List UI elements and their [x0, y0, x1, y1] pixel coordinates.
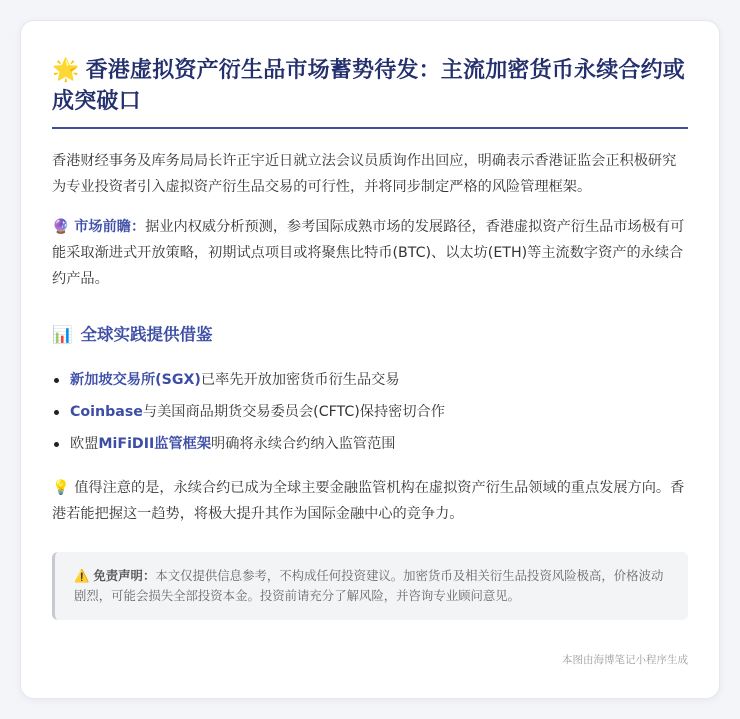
market-outlook-text: 据业内权威分析预测，参考国际成熟市场的发展路径，香港虚拟资产衍生品市场极有可能采取渐进式开放策略，初期试点项目或将聚焦比特币(BTC)、以太坊(ETH)等主流数字资产的永续合约产品。: [52, 219, 685, 287]
lightbulb-icon: 💡: [52, 480, 70, 496]
market-outlook-paragraph: [52, 214, 688, 292]
section-heading: [52, 322, 688, 348]
list-item-prefix: 欧盟: [70, 436, 99, 452]
article-card: [20, 20, 720, 699]
section-heading-text: 全球实践提供借鉴: [80, 325, 213, 344]
footer-credit: 本图由海博笔记小程序生成: [562, 654, 688, 666]
list-item-text: 已率先开放加密货币衍生品交易: [200, 372, 400, 388]
disclaimer-label: 免责声明：: [93, 568, 156, 583]
warning-icon: ⚠️: [74, 568, 90, 583]
highlight-sgx: 新加坡交易所(SGX): [70, 372, 201, 388]
star-icon: 🌟: [52, 58, 80, 83]
note-paragraph: [52, 475, 688, 527]
note-text: 值得注意的是，永续合约已成为全球主要金融监管机构在虚拟资产衍生品领域的重点发展方向。香港若能把握这一趋势，将极大提升其作为国际金融中心的竞争力。: [52, 480, 685, 522]
practice-list: [52, 364, 688, 460]
crystal-ball-icon: 🔮: [52, 219, 70, 235]
market-outlook-label: 市场前瞻：: [74, 219, 146, 235]
list-item: [70, 428, 688, 460]
article-title: [52, 55, 688, 129]
highlight-mifid: MiFiDII监管框架: [98, 436, 212, 452]
list-item: [70, 364, 688, 396]
bar-chart-icon: 📊: [52, 325, 73, 344]
list-item: [70, 396, 688, 428]
highlight-coinbase: Coinbase: [70, 404, 143, 420]
intro-paragraph: 香港财经事务及库务局局长许正宇近日就立法会议员质询作出回应，明确表示香港证监会正积极研究为专业投资者引入虚拟资产衍生品交易的可行性，并将同步制定严格的风险管理框架。: [52, 153, 677, 195]
list-item-text: 与美国商品期货交易委员会(CFTC)保持密切合作: [142, 404, 445, 420]
disclaimer-box: [52, 552, 688, 620]
article-title-text: 香港虚拟资产衍生品市场蓄势待发：主流加密货币永续合约或成突破口: [52, 58, 685, 114]
list-item-text: 明确将永续合约纳入监管范围: [211, 436, 396, 452]
disclaimer-text: 本文仅提供信息参考，不构成任何投资建议。加密货币及相关衍生品投资风险极高，价格波动剧烈，可能会损失全部投资本金。投资前请充分了解风险，并咨询专业顾问意见。: [74, 568, 664, 603]
